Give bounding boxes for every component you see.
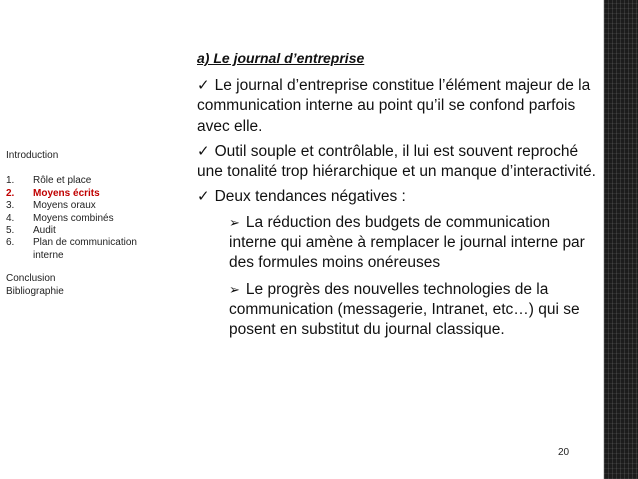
decorative-side-strip: [604, 0, 638, 479]
sidebar-item-number: 5.: [6, 225, 15, 237]
bullet-item: [197, 76, 597, 137]
sidebar-item-label: Moyens écrits: [33, 187, 100, 199]
bullet-item: [197, 187, 597, 207]
bullet-text: Outil souple et contrôlable, il lui est souvent reproché une tonalité trop hiérarchique et un manque d’interactivité.: [197, 142, 596, 181]
checkmark-icon: ✓: [197, 188, 210, 206]
bullet-text: Deux tendances négatives :: [214, 188, 406, 206]
section-title: a) Le journal d’entreprise: [197, 50, 365, 66]
bullet-item: [197, 142, 597, 183]
sidebar-item-number: 3.: [6, 200, 15, 212]
slide-content: [197, 48, 597, 347]
sidebar-item-number: 2.: [6, 187, 15, 199]
sidebar-outline: [6, 150, 166, 298]
sidebar-item-number: 4.: [6, 212, 15, 224]
sidebar-item-audit: [6, 225, 166, 237]
bullet-text: Le journal d’entreprise constitue l’élément majeur de la communication interne au point qu’il se confond parfois avec elle.: [197, 77, 591, 135]
sidebar-item-role: [6, 175, 166, 187]
sidebar-intro: Introduction: [6, 150, 59, 161]
sidebar-item-written-means: [6, 188, 166, 200]
checkmark-icon: ✓: [197, 142, 210, 160]
sub-bullet-list: [229, 213, 589, 341]
sidebar-item-label: Plan de communication interne: [33, 237, 137, 261]
sidebar-conclusion: Conclusion: [6, 273, 56, 285]
sidebar-item-label: Moyens oraux: [33, 200, 96, 212]
sidebar-item-combined-means: [6, 213, 166, 225]
page-number: 20: [558, 447, 570, 458]
sidebar-item-number: 1.: [6, 175, 15, 187]
sub-bullet-item: [229, 280, 589, 341]
sub-bullet-text: La réduction des budgets de communication interne qui amène à remplacer le journal interne par des formules moins onéreuses: [229, 213, 585, 272]
sub-bullet-text: Le progrès des nouvelles technologies de la communication (messagerie, Intranet, etc…) qui se posent en substitut du journal classique.: [229, 280, 580, 339]
sidebar-bibliography: Bibliographie: [6, 285, 64, 297]
sidebar-item-label: Audit: [33, 225, 56, 237]
sidebar-item-communication-plan: [6, 237, 166, 262]
arrow-right-icon: ➢: [229, 214, 240, 230]
sidebar-item-number: 6.: [6, 237, 15, 249]
sidebar-list: [6, 175, 166, 262]
sidebar-item-label: Rôle et place: [33, 175, 92, 187]
sidebar-item-label: Moyens combinés: [33, 212, 114, 224]
checkmark-icon: ✓: [197, 77, 210, 94]
sub-bullet-item: [229, 213, 589, 274]
arrow-right-icon: ➢: [229, 281, 240, 297]
sidebar-item-oral-means: [6, 200, 166, 212]
